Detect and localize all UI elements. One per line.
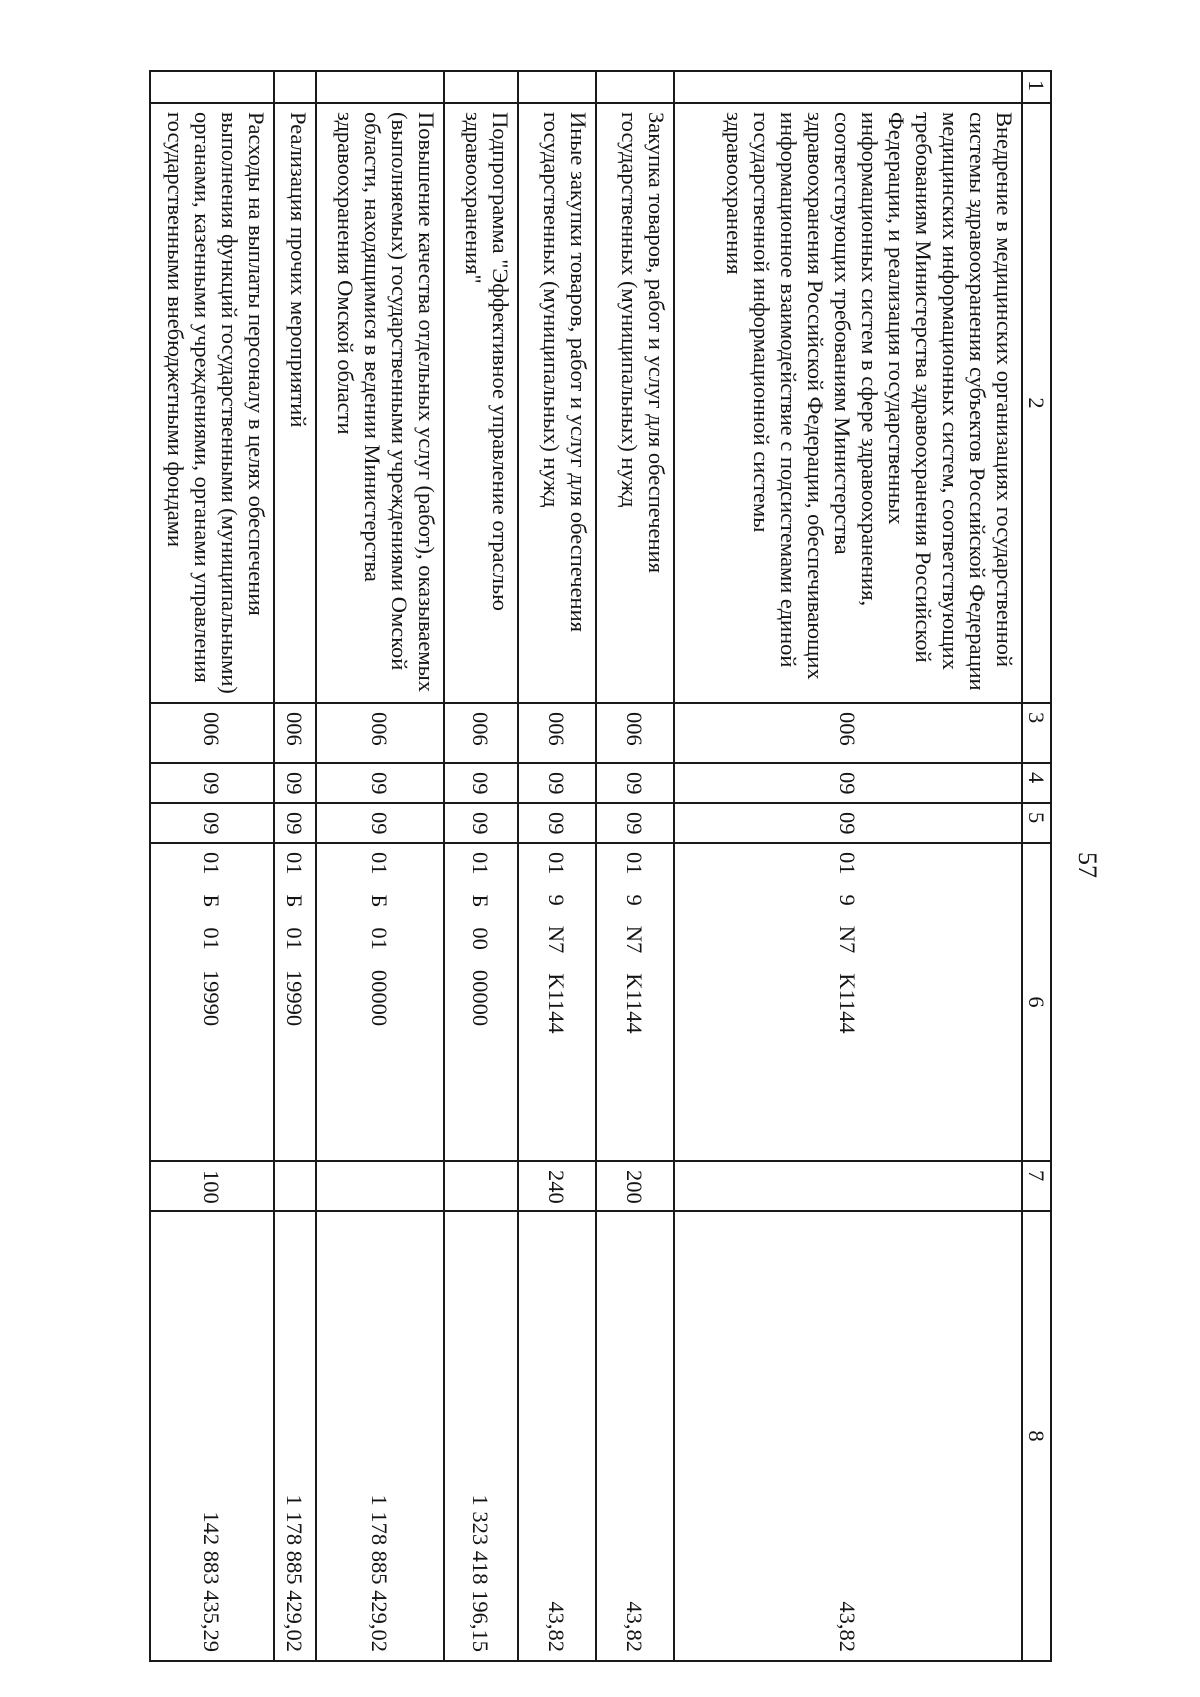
admin-code-cell: 006 bbox=[596, 703, 674, 763]
target-article-part: 01 bbox=[367, 852, 393, 875]
row-index-cell bbox=[150, 71, 274, 103]
target-article-part: N7 bbox=[544, 925, 570, 954]
admin-code-cell: 006 bbox=[274, 703, 316, 763]
section-code-cell: 09 bbox=[150, 763, 274, 803]
description-cell: Закупка товаров, работ и услуг для обеспечения государственных (муниципальных) нужд bbox=[596, 103, 674, 703]
expense-type-cell: 240 bbox=[518, 1161, 596, 1211]
row-index-cell bbox=[674, 71, 1022, 103]
section-code-cell: 09 bbox=[596, 763, 674, 803]
target-article-part: N7 bbox=[622, 925, 648, 954]
subsection-code-cell: 09 bbox=[316, 803, 444, 843]
amount-cell: 1 323 418 196,15 bbox=[444, 1211, 518, 1661]
amount-cell: 43,82 bbox=[596, 1211, 674, 1661]
expense-type-cell bbox=[674, 1161, 1022, 1211]
table-row bbox=[674, 71, 1022, 1661]
amount-cell: 142 883 435,29 bbox=[150, 1211, 274, 1661]
expense-type-cell bbox=[274, 1161, 316, 1211]
row-index-cell bbox=[444, 71, 518, 103]
admin-code-cell: 006 bbox=[674, 703, 1022, 763]
target-article-part: 01 bbox=[544, 852, 570, 875]
subsection-code-cell: 09 bbox=[674, 803, 1022, 843]
target-article-cell bbox=[596, 843, 674, 1161]
target-article-part: 01 bbox=[199, 927, 225, 950]
description-cell: Реализация прочих мероприятий bbox=[274, 103, 316, 703]
amount-cell: 43,82 bbox=[674, 1211, 1022, 1661]
target-article-part: Б bbox=[367, 894, 393, 908]
target-article-part: 01 bbox=[282, 927, 308, 950]
column-header: 1 bbox=[1022, 71, 1051, 103]
amount-cell: 1 178 885 429,02 bbox=[274, 1211, 316, 1661]
table-row bbox=[150, 71, 274, 1661]
target-article-cell bbox=[274, 843, 316, 1161]
target-article-part: K1144 bbox=[622, 973, 648, 1034]
amount-cell: 43,82 bbox=[518, 1211, 596, 1661]
section-code-cell: 09 bbox=[674, 763, 1022, 803]
target-article-part: 00000 bbox=[468, 969, 494, 1027]
description-cell: Внедрение в медицинских организациях государственной системы здравоохранения субъектов Российской Федерации медицинских информационных систем, соответствующих требованиям Министерства здравоохранения Российской Федерации, и реализация государственных информационных систем в сфере здравоохранения, соответствующих требованиям Министерства здравоохранения Российской Федерации, обеспечивающих информационное взаимодействие с подсистемами единой государственной информационной системы здравоохранения bbox=[674, 103, 1022, 703]
target-article-part: 19990 bbox=[282, 969, 308, 1027]
admin-code-cell: 006 bbox=[316, 703, 444, 763]
target-article-cell bbox=[518, 843, 596, 1161]
budget-table bbox=[149, 70, 1052, 1662]
column-header: 2 bbox=[1022, 103, 1051, 703]
admin-code-cell: 006 bbox=[150, 703, 274, 763]
table-row bbox=[444, 71, 518, 1661]
target-article-part: 9 bbox=[835, 894, 861, 906]
target-article-cell bbox=[674, 843, 1022, 1161]
expense-type-cell: 200 bbox=[596, 1161, 674, 1211]
column-header: 8 bbox=[1022, 1211, 1051, 1661]
target-article-part: K1144 bbox=[544, 973, 570, 1034]
target-article-part: 01 bbox=[622, 852, 648, 875]
table-row bbox=[596, 71, 674, 1661]
column-header: 4 bbox=[1022, 763, 1051, 803]
page-number: 57 bbox=[1073, 852, 1102, 878]
section-code-cell: 09 bbox=[444, 763, 518, 803]
description-cell: Подпрограмма "Эффективное управление отраслью здравоохранения" bbox=[444, 103, 518, 703]
admin-code-cell: 006 bbox=[518, 703, 596, 763]
description-cell: Расходы на выплаты персоналу в целях обеспечения выполнения функций государственными (муниципальными) органами, казенными учреждениями, органами управления государственными внебюджетными фондами bbox=[150, 103, 274, 703]
row-index-cell bbox=[518, 71, 596, 103]
amount-cell: 1 178 885 429,02 bbox=[316, 1211, 444, 1661]
rotated-document-page bbox=[150, 70, 1110, 1660]
row-index-cell bbox=[596, 71, 674, 103]
target-article-part: Б bbox=[468, 894, 494, 908]
section-code-cell: 09 bbox=[316, 763, 444, 803]
expense-type-cell bbox=[316, 1161, 444, 1211]
description-cell: Повышение качества отдельных услуг (работ), оказываемых (выполняемых) государственными учреждениями Омской области, находящимися в ведении Министерства здравоохранения Омской области bbox=[316, 103, 444, 703]
table-row bbox=[518, 71, 596, 1661]
table-row bbox=[316, 71, 444, 1661]
subsection-code-cell: 09 bbox=[518, 803, 596, 843]
target-article-part: N7 bbox=[835, 925, 861, 954]
expense-type-cell: 100 bbox=[150, 1161, 274, 1211]
target-article-part: Б bbox=[199, 894, 225, 908]
table-row bbox=[274, 71, 316, 1661]
subsection-code-cell: 09 bbox=[150, 803, 274, 843]
subsection-code-cell: 09 bbox=[596, 803, 674, 843]
target-article-part: 9 bbox=[622, 894, 648, 906]
section-code-cell: 09 bbox=[518, 763, 596, 803]
admin-code-cell: 006 bbox=[444, 703, 518, 763]
target-article-part: 00000 bbox=[367, 969, 393, 1027]
target-article-part: 9 bbox=[544, 894, 570, 906]
column-header: 6 bbox=[1022, 843, 1051, 1161]
subsection-code-cell: 09 bbox=[274, 803, 316, 843]
target-article-part: 00 bbox=[468, 927, 494, 950]
target-article-part: 01 bbox=[835, 852, 861, 875]
description-cell: Иные закупки товаров, работ и услуг для обеспечения государственных (муниципальных) нужд bbox=[518, 103, 596, 703]
column-header: 3 bbox=[1022, 703, 1051, 763]
target-article-cell bbox=[150, 843, 274, 1161]
target-article-cell bbox=[444, 843, 518, 1161]
target-article-cell bbox=[316, 843, 444, 1161]
target-article-part: 01 bbox=[282, 852, 308, 875]
target-article-part: 01 bbox=[468, 852, 494, 875]
expense-type-cell bbox=[444, 1161, 518, 1211]
target-article-part: K1144 bbox=[835, 973, 861, 1034]
column-header: 7 bbox=[1022, 1161, 1051, 1211]
column-header: 5 bbox=[1022, 803, 1051, 843]
row-index-cell bbox=[316, 71, 444, 103]
subsection-code-cell: 09 bbox=[444, 803, 518, 843]
target-article-part: 19990 bbox=[199, 969, 225, 1027]
target-article-part: Б bbox=[282, 894, 308, 908]
row-index-cell bbox=[274, 71, 316, 103]
target-article-part: 01 bbox=[367, 927, 393, 950]
target-article-part: 01 bbox=[199, 852, 225, 875]
column-number-header-row bbox=[1022, 71, 1051, 1661]
section-code-cell: 09 bbox=[274, 763, 316, 803]
